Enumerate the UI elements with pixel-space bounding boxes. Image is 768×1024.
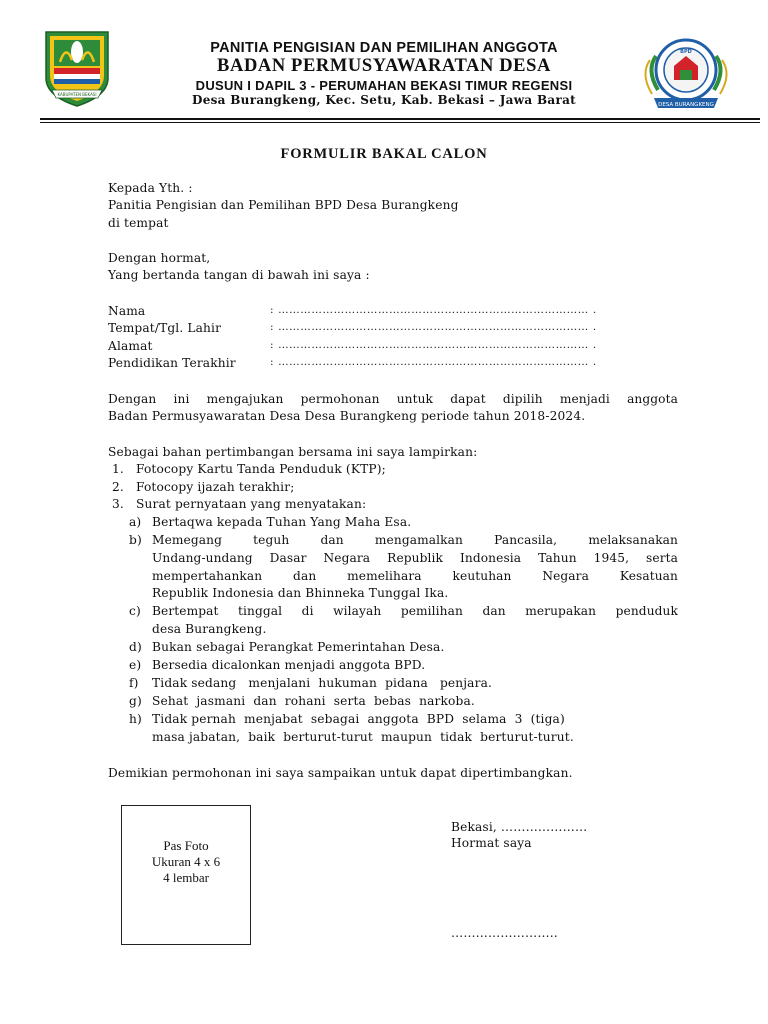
- attachment-number: 3.: [112, 497, 124, 511]
- statement-line: Undang-undang Dasar Negara Republik Indonesia Tahun 1945, serta: [152, 551, 678, 565]
- header-line-bpd: BADAN PERMUSYAWARATAN DESA: [217, 56, 551, 76]
- field-label-birth: Tempat/Tgl. Lahir: [108, 321, 222, 335]
- statement-letter: d): [129, 640, 142, 654]
- left-logo-caption: KABUPATEN BEKASI: [57, 92, 97, 97]
- header-line-dusun: DUSUN I DAPIL 3 - PERUMAHAN BEKASI TIMUR REGENSI: [195, 78, 573, 93]
- field-blank-name[interactable]: : ………………………………………………………………………… .: [270, 304, 597, 316]
- field-label-address: Alamat: [108, 339, 153, 353]
- recipient-line-1: Kepada Yth. :: [108, 181, 193, 195]
- field-blank-address[interactable]: : ………………………………………………………………………… .: [270, 339, 597, 351]
- field-blank-education[interactable]: : ………………………………………………………………………… .: [270, 356, 597, 368]
- statement-line: Sehat jasmani dan rohani serta bebas narkoba.: [152, 694, 475, 708]
- signature-place-date[interactable]: Bekasi, …………………: [451, 820, 588, 834]
- attachment-text: Fotocopy ijazah terakhir;: [136, 480, 295, 494]
- request-line-1: Dengan ini mengajukan permohonan untuk dapat dipilih menjadi anggota: [108, 392, 678, 406]
- closing-statement: Demikian permohonan ini saya sampaikan untuk dapat dipertimbangkan.: [108, 766, 573, 780]
- statement-line: Bertaqwa kepada Tuhan Yang Maha Esa.: [152, 515, 412, 529]
- header-line-committee: PANITIA PENGISIAN DAN PEMILIHAN ANGGOTA: [210, 40, 558, 56]
- photo-size: Ukuran 4 x 6: [151, 854, 221, 869]
- right-logo-ring-text: BPD: [680, 49, 692, 55]
- statement-line: Bukan sebagai Perangkat Pemerintahan Desa.: [152, 640, 445, 654]
- statement-line: mempertahankan dan memelihara keutuhan Negara Kesatuan: [152, 569, 678, 583]
- attachment-text: Surat pernyataan yang menyatakan:: [136, 497, 367, 511]
- signature-name-line[interactable]: ……………………..: [451, 926, 558, 940]
- header-line-address: Desa Burangkeng, Kec. Setu, Kab. Bekasi – Jawa Barat: [191, 93, 577, 107]
- photo-placeholder-box: [121, 805, 251, 945]
- statement-line: Republik Indonesia dan Bhinneka Tunggal Ika.: [152, 586, 449, 600]
- statement-letter: g): [129, 694, 142, 708]
- statement-letter: c): [129, 604, 141, 618]
- header-divider-thick: [40, 118, 760, 120]
- form-title: FORMULIR BAKAL CALON: [280, 146, 488, 162]
- attachment-number: 1.: [112, 462, 124, 476]
- greeting-line-1: Dengan hormat,: [108, 251, 211, 265]
- field-label-education: Pendidikan Terakhir: [108, 356, 236, 370]
- statement-letter: e): [129, 658, 142, 672]
- statement-line: Tidak sedang menjalani hukuman pidana penjara.: [152, 676, 493, 690]
- recipient-line-2: Panitia Pengisian dan Pemilihan BPD Desa Burangkeng: [108, 198, 459, 212]
- field-label-name: Nama: [108, 304, 146, 318]
- statement-letter: f): [129, 676, 139, 690]
- statement-line: desa Burangkeng.: [152, 622, 267, 636]
- statement-letter: h): [129, 712, 142, 726]
- photo-count: 4 lembar: [163, 870, 209, 885]
- photo-label: Pas Foto: [163, 838, 209, 853]
- header-divider-thin: [40, 122, 760, 123]
- statement-line: masa jabatan, baik berturut-turut maupun tidak berturut-turut.: [152, 730, 574, 744]
- statement-letter: a): [129, 515, 142, 529]
- field-blank-birth[interactable]: : ………………………………………………………………………… .: [270, 321, 597, 333]
- statement-line: Bersedia dicalonkan menjadi anggota BPD.: [152, 658, 426, 672]
- request-line-2: Badan Permusyawaratan Desa Desa Burangkeng periode tahun 2018-2024.: [108, 409, 586, 423]
- signature-regards: Hormat saya: [451, 836, 532, 850]
- statement-line: Tidak pernah menjabat sebagai anggota BPD selama 3 (tiga): [152, 712, 565, 726]
- statement-line: Bertempat tinggal di wilayah pemilihan dan merupakan penduduk: [152, 604, 678, 618]
- statement-line: Memegang teguh dan mengamalkan Pancasila, melaksanakan: [152, 533, 678, 547]
- right-logo-caption: DESA BURANGKENG: [658, 102, 714, 108]
- statement-letter: b): [129, 533, 142, 547]
- recipient-line-3: di tempat: [108, 216, 169, 230]
- attachment-text: Fotocopy Kartu Tanda Penduduk (KTP);: [136, 462, 386, 476]
- attachment-number: 2.: [112, 480, 124, 494]
- attachments-intro: Sebagai bahan pertimbangan bersama ini saya lampirkan:: [108, 445, 478, 459]
- greeting-line-2: Yang bertanda tangan di bawah ini saya :: [108, 268, 370, 282]
